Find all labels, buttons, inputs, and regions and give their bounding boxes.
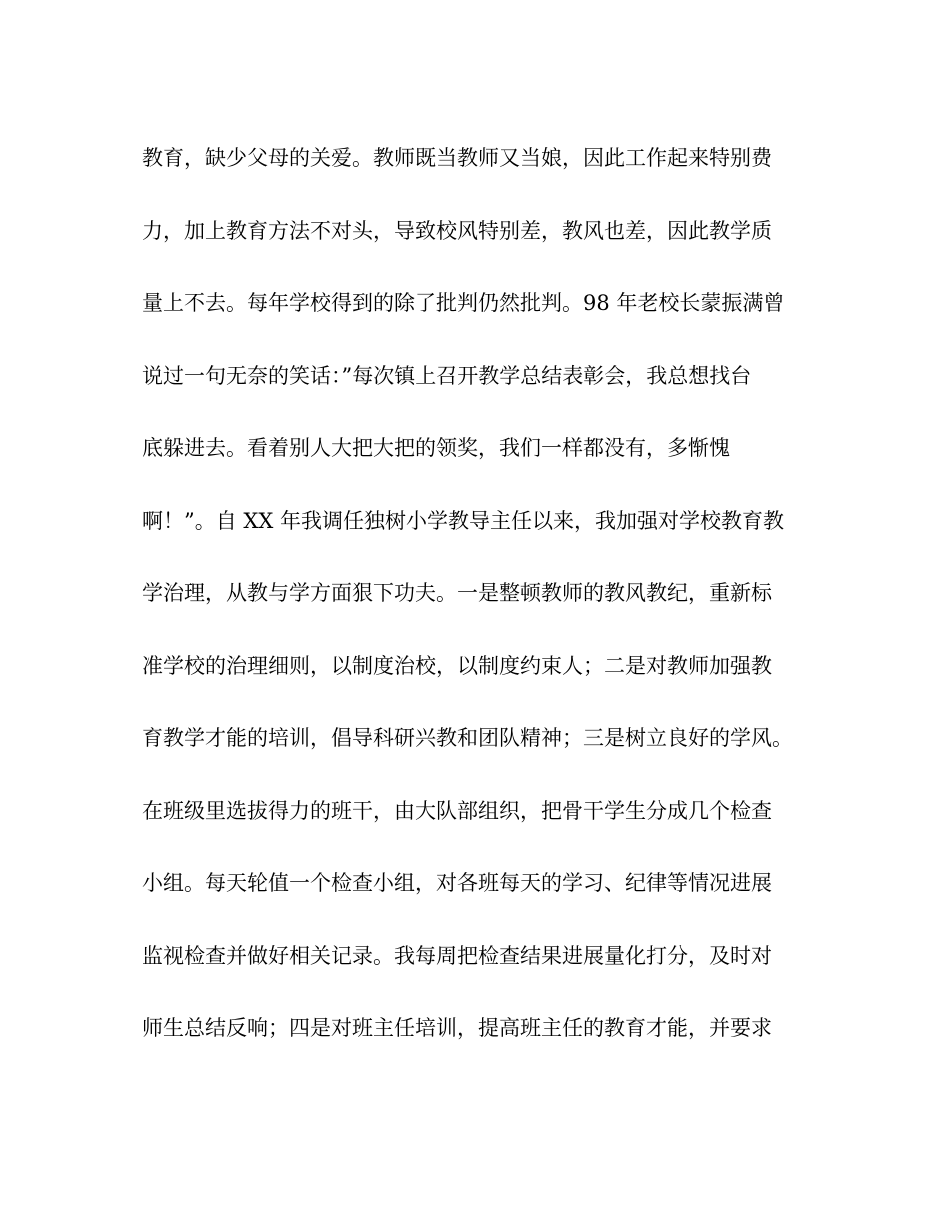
text-line-9: 育教学才能的培训，倡导科研兴教和团队精神；三是树立良好的学风。 <box>142 726 793 750</box>
text-line-4: 说过一句无奈的笑话：”每次镇上召开教学总结表彰会，我总想找台 <box>142 363 752 388</box>
text-line-2: 力，加上教育方法不对头，导致校风特别差，教风也差，因此教学质 <box>142 218 772 243</box>
text-line-13: 师生总结反响；四是对班主任培训，提高班主任的教育才能，并要求 <box>142 1016 772 1040</box>
body-text <box>142 138 822 1081</box>
text-line-3: 量上不去。每年学校得到的除了批判仍然批判。98 年老校长蒙振满曾 <box>142 291 785 315</box>
text-line-5: 底躲进去。看着别人大把大把的领奖，我们一样都没有，多惭愧 <box>142 436 730 460</box>
text-line-1: 教育，缺少父母的关爱。教师既当教师又当娘，因此工作起来特别费 <box>142 146 772 170</box>
text-line-8: 准学校的治理细则，以制度治校，以制度约束人；二是对教师加强教 <box>142 653 772 678</box>
text-line-11: 小组。每天轮值一个检查小组，对各班每天的学习、纪律等情况进展 <box>142 871 772 895</box>
text-line-7: 学治理，从教与学方面狠下功夫。一是整顿教师的教风教纪，重新标 <box>142 581 772 605</box>
text-line-10: 在班级里选拔得力的班干，由大队部组织，把骨干学生分成几个检查 <box>142 798 772 823</box>
text-line-6: 啊！”。自 XX 年我调任独树小学教导主任以来，我加强对学校教育教 <box>142 508 784 533</box>
text-line-12: 监视检查并做好相关记录。我每周把检查结果进展量化打分，及时对 <box>142 943 772 968</box>
